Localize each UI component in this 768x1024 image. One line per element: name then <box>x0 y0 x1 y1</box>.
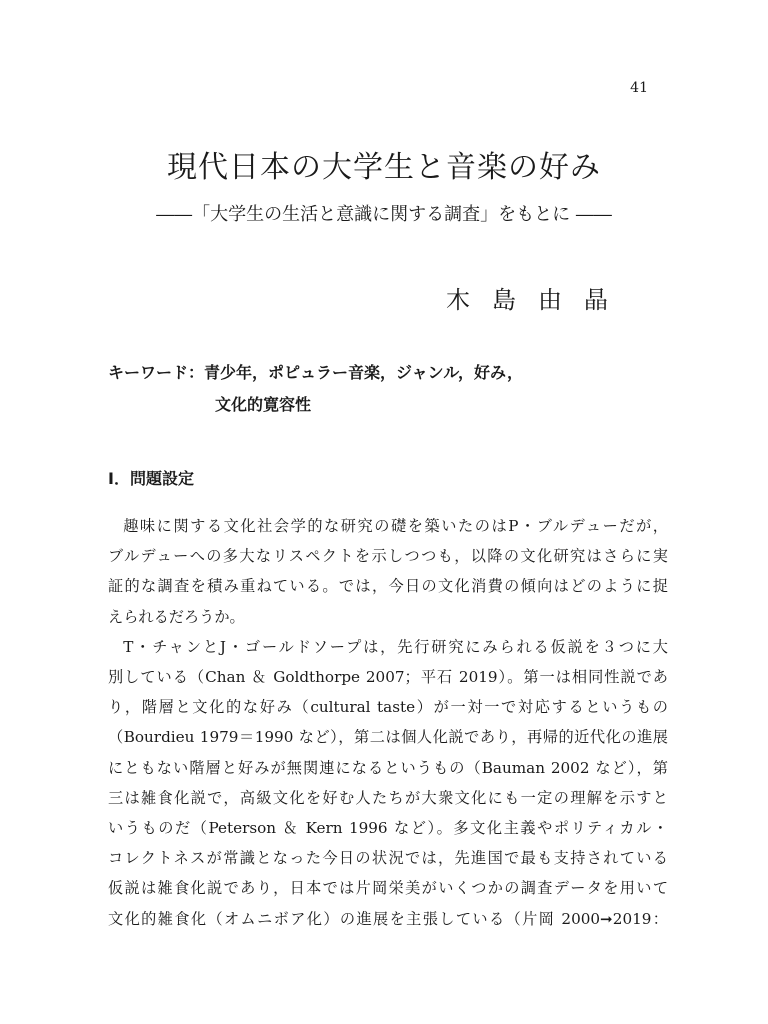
paragraph-2 <box>108 632 668 934</box>
section-heading: Ⅰ．問題設定 <box>108 469 194 488</box>
page-number: 41 <box>630 80 648 96</box>
paragraph-line: 文化的雑食化（オムニボア化）の進展を主張している（片岡 2000➞2019： <box>108 909 668 928</box>
paragraph-line: T・チャンとJ・ゴールドソープは，先行研究にみられる仮説を３つに大 <box>123 637 668 656</box>
paragraph-line: 趣味に関する文化社会学的な研究の礎を築いたのはP・ブルデューだが， <box>123 517 668 535</box>
body-text <box>108 511 668 934</box>
paragraph-1 <box>108 511 668 632</box>
paragraph-line: えられるだろうか。 <box>108 607 245 626</box>
paper-subtitle: ――「大学生の生活と意識に関する調査」をもとに ―― <box>156 204 612 225</box>
paragraph-line: コレクトネスが常識となった今日の状況では，先進国で最も支持されている <box>108 849 668 868</box>
keywords-line-1: キーワード：青少年，ポピュラー音楽，ジャンル，好み， <box>108 363 523 382</box>
keywords-line-2: 文化的寛容性 <box>215 395 312 414</box>
paragraph-line: ブルデューへの多大なリスペクトを示しつつも，以降の文化研究はさらに実 <box>108 547 668 566</box>
paper-title: 現代日本の大学生と音楽の好み <box>167 150 601 185</box>
paragraph-line: り，階層と文化的な好み（cultural taste）が一対一で対応するというもの <box>108 698 668 717</box>
paragraph-line: 別している（Chan ＆ Goldthorpe 2007；平石 2019）。第一は相同性説であ <box>108 668 668 687</box>
keywords-block <box>108 357 668 421</box>
paragraph-line: 証的な調査を積み重ねている。では，今日の文化消費の傾向はどのように捉 <box>108 577 668 596</box>
paragraph-line: いうものだ（Peterson ＆ Kern 1996 など）。多文化主義やポリティカル・ <box>108 819 668 838</box>
author-name: 木島由晶 <box>446 286 630 314</box>
paragraph-line: 仮説は雑食化説であり，日本では片岡栄美がいくつかの調査データを用いて <box>108 879 668 898</box>
paragraph-line: 三は雑食化説で，高級文化を好む人たちが大衆文化にも一定の理解を示すと <box>108 788 668 807</box>
paragraph-line: にともない階層と好みが無関連になるというもの（Bauman 2002 など），第 <box>108 758 668 777</box>
paragraph-line: （Bourdieu 1979＝1990 など），第二は個人化説であり，再帰的近代化の進展 <box>108 728 668 747</box>
